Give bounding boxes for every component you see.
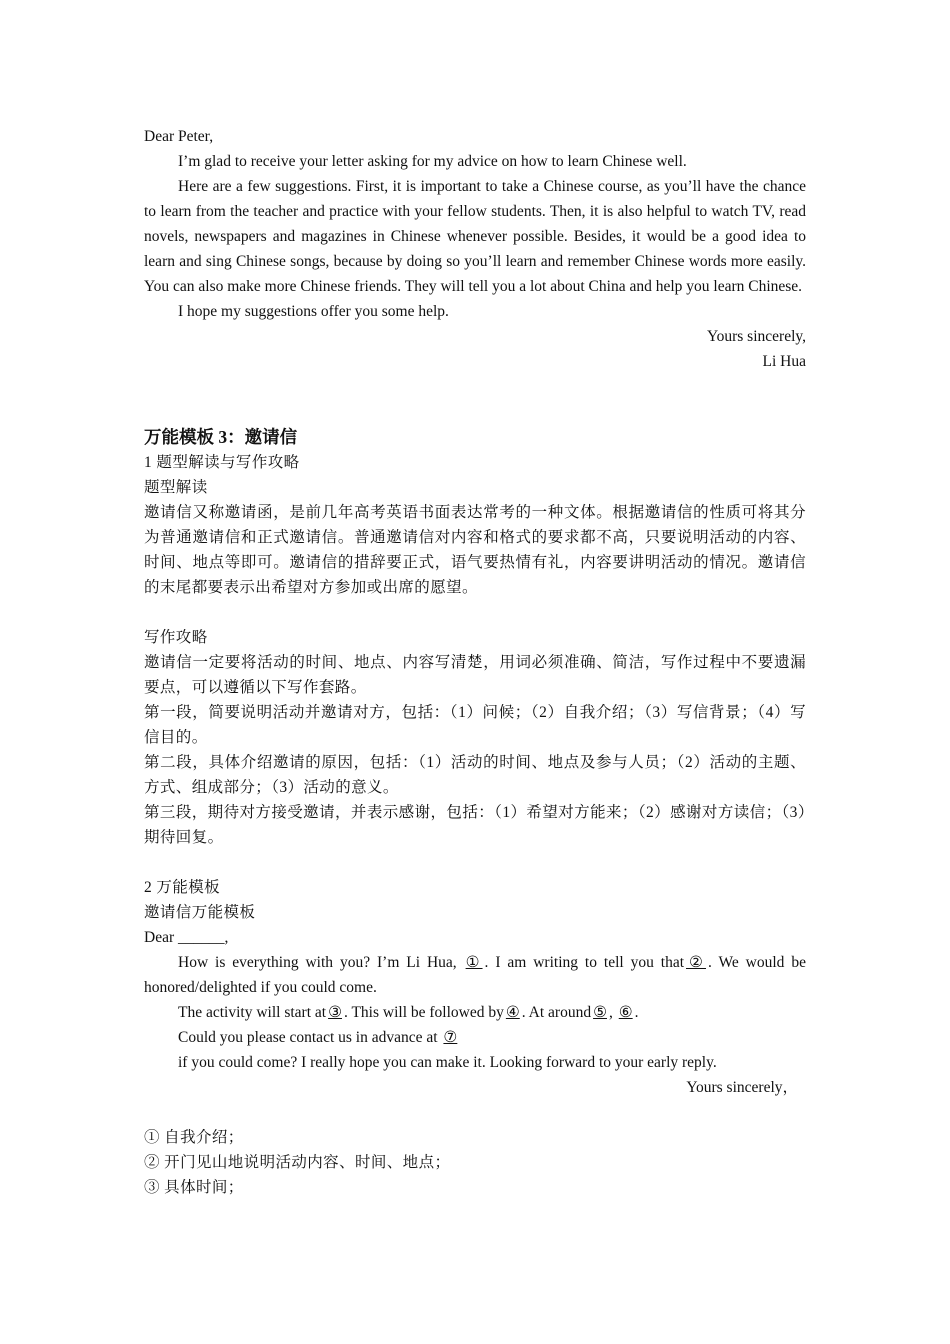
letter-paragraph-3: I hope my suggestions offer you some help. [178, 303, 449, 320]
spacer [144, 374, 806, 424]
letter-paragraph-1: I’m glad to receive your letter asking for my advice on how to learn Chinese well. [178, 153, 687, 170]
section-title: 万能模板 3：邀请信 [144, 427, 298, 447]
document-page [144, 124, 806, 1200]
template-text: . I am writing to tell you that [484, 954, 685, 971]
letter-closing: Yours sincerely, [706, 328, 806, 345]
note-item-2: ② 开门见山地说明活动内容、时间、地点； [144, 1154, 451, 1171]
template-paragraph-2 [144, 1000, 806, 1025]
strategy-step-3: 第三段，期待对方接受邀请，并表示感谢，包括：（1）希望对方能来；（2）感谢对方读信；（3）期待回复。 [144, 804, 806, 846]
template-closing: Yours sincerely， [686, 1079, 798, 1096]
blank-2: ② [686, 954, 706, 971]
spacer [144, 600, 806, 625]
blank-6: ⑥ [618, 1004, 633, 1021]
template-text: . At around [521, 1004, 592, 1021]
template-paragraph-4: if you could come? I really hope you can make it. Looking forward to your early reply. [178, 1054, 717, 1071]
subsection-title-2: 2 万能模板 [144, 879, 221, 896]
strategy-step-2: 第二段，具体介绍邀请的原因，包括：（1）活动的时间、地点及参与人员；（2）活动的主题、方式、组成部分；（3）活动的意义。 [144, 754, 806, 796]
letter-salutation: Dear Peter, [144, 128, 214, 145]
blank-7: ⑦ [443, 1029, 458, 1046]
blank-3: ③ [328, 1004, 342, 1021]
template-text: How is everything with you? I’m Li Hua, [178, 954, 464, 971]
template-text: . We would be honored/delighted if you could come. [144, 954, 806, 996]
template-paragraph-1 [144, 950, 806, 1000]
template-text: The activity will start at [178, 1004, 327, 1021]
strategy-label: 写作攻略 [144, 629, 208, 646]
analysis-text: 邀请信又称邀请函，是前几年高考英语书面表达常考的一种文体。根据邀请信的性质可将其分为普通邀请信和正式邀请信。普通邀请信对内容和格式的要求都不高，只要说明活动的内容、时间、地点等即可。邀请信的措辞要正式，语气要热情有礼，内容要讲明活动的情况。邀请信的末尾都要表示出希望对方参加或出席的愿望。 [144, 504, 806, 596]
template-salutation: Dear ______, [144, 929, 229, 946]
spacer [144, 850, 806, 875]
spacer [144, 1100, 806, 1125]
blank-4: ④ [505, 1004, 520, 1021]
letter-paragraph-2: Here are a few suggestions. First, it is important to take a Chinese course, as you’ll have the chance to learn from the teacher and practice with your fellow students. Then, it is also helpful to watch TV, read novels, newspapers and magazines in Chinese whenever possible. Besides, it would be a good idea to learn and sing Chinese songs, because by doing so you’ll learn and remember Chinese words more easily. You can also make more Chinese friends. They will tell you a lot about China and help you learn Chinese. [144, 178, 806, 295]
blank-5: ⑤ [593, 1004, 607, 1021]
strategy-step-1: 第一段，简要说明活动并邀请对方，包括：（1）问候；（2）自我介绍；（3）写信背景；（4）写信目的。 [144, 704, 806, 746]
template-text: . This will be followed by [343, 1004, 504, 1021]
template-label: 邀请信万能模板 [144, 904, 256, 921]
strategy-text: 邀请信一定要将活动的时间、地点、内容写清楚，用词必须准确、简洁，写作过程中不要遗漏要点，可以遵循以下写作套路。 [144, 654, 806, 696]
template-text: , [608, 1004, 617, 1021]
template-text: . [634, 1004, 639, 1021]
blank-1: ① [465, 954, 483, 971]
template-paragraph-3 [144, 1025, 806, 1050]
letter-signature: Li Hua [762, 353, 806, 370]
note-item-3: ③ 具体时间； [144, 1179, 244, 1196]
subsection-title-1: 1 题型解读与写作攻略 [144, 454, 300, 471]
template-text: Could you please contact us in advance at [178, 1029, 442, 1046]
note-item-1: ① 自我介绍； [144, 1129, 244, 1146]
analysis-label: 题型解读 [144, 479, 208, 496]
